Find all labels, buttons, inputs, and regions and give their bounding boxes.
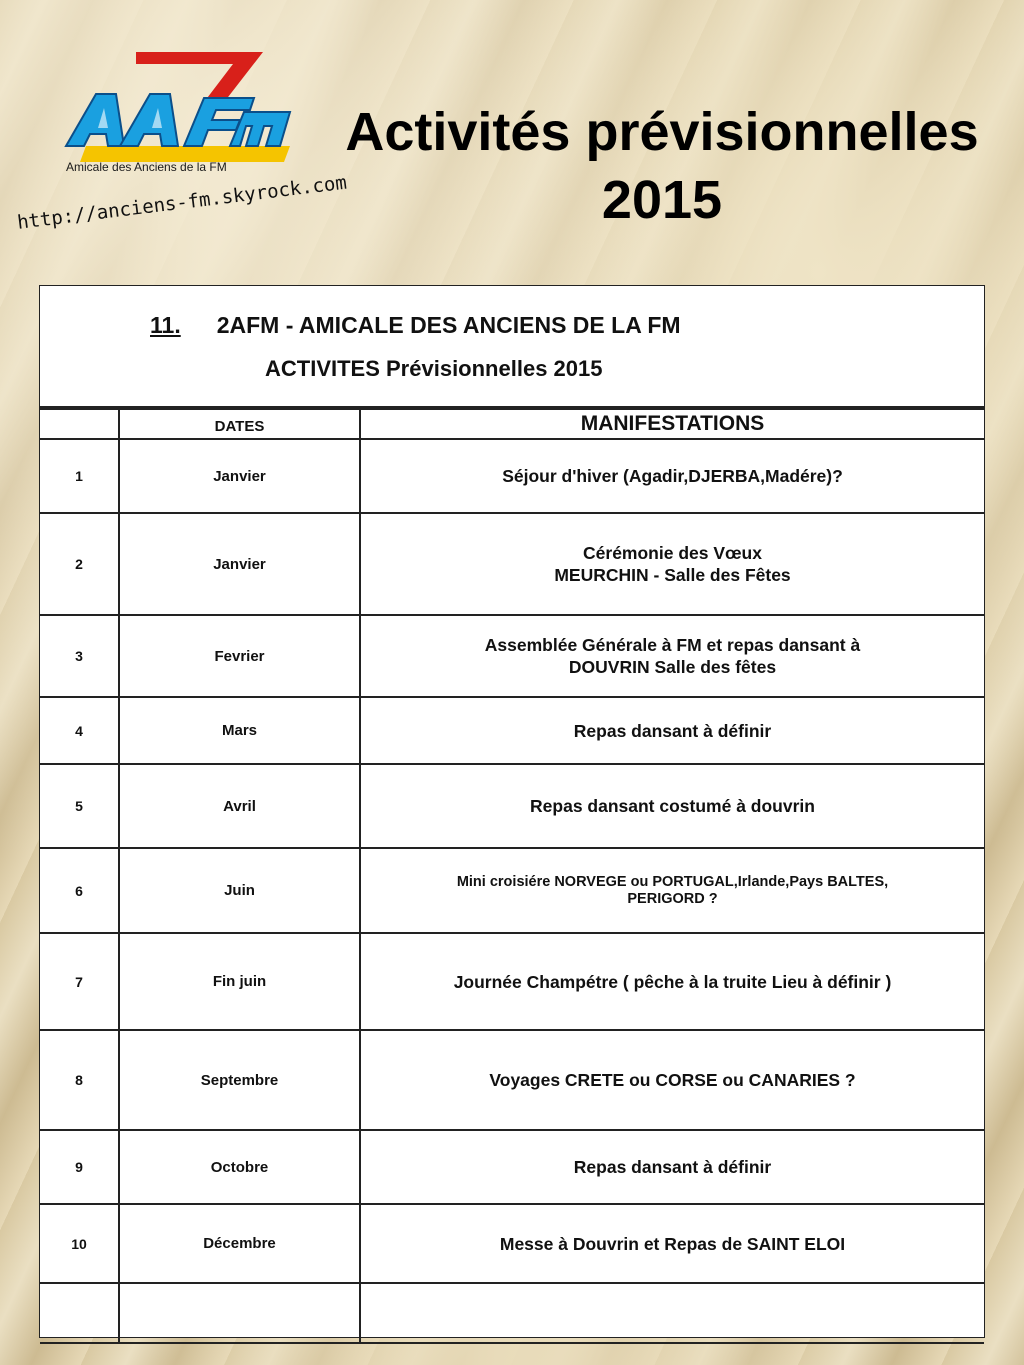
event-line: PERIGORD ? [627,890,718,907]
row-event [360,1130,984,1204]
row-event [360,697,984,764]
activities-table [40,408,984,1344]
row-date: Janvier [119,513,360,615]
row-date: Fin juin [119,933,360,1030]
row-date: Fevrier [119,615,360,697]
row-number: 8 [40,1030,119,1130]
row-event [360,1204,984,1283]
sheet-heading [150,312,681,339]
section-number: 11. [150,312,181,338]
event-line: Journée Champétre ( pêche à la truite Lieu à définir ) [453,971,892,992]
table-row [40,764,984,848]
event-line: Cérémonie des Vœux [583,543,762,563]
row-date: Avril [119,764,360,848]
table-row [40,1130,984,1204]
empty-row [40,1283,984,1343]
row-number: 2 [40,513,119,615]
table-row [40,439,984,513]
empty-cell [119,1283,360,1343]
row-event [360,933,984,1030]
empty-cell [360,1283,984,1343]
header-num [40,409,119,439]
site-url: http://anciens-fm.skyrock.com [16,171,348,234]
sheet-header [40,286,984,408]
table-header-row [40,409,984,439]
row-event [360,848,984,933]
header-manifestations: MANIFESTATIONS [360,409,984,439]
header-dates: DATES [119,409,360,439]
row-number: 3 [40,615,119,697]
row-date: Octobre [119,1130,360,1204]
row-date: Mars [119,697,360,764]
event-line: DOUVRIN Salle des fêtes [568,657,777,677]
table-row [40,615,984,697]
event-line: Messe à Douvrin et Repas de SAINT ELOI [499,1233,846,1254]
table-row [40,848,984,933]
page-title [300,98,1024,234]
event-line: Assemblée Générale à FM et repas dansant à [484,635,861,655]
row-date: Janvier [119,439,360,513]
organization-name: 2AFM - AMICALE DES ANCIENS DE LA FM [216,312,681,338]
event-line: Voyages CRETE ou CORSE ou CANARIES ? [489,1070,856,1090]
table-row [40,513,984,615]
row-date: Septembre [119,1030,360,1130]
row-number: 7 [40,933,119,1030]
row-number: 10 [40,1204,119,1283]
empty-cell [40,1283,119,1343]
row-event [360,615,984,697]
event-line: Mini croisiére NORVEGE ou PORTUGAL,Irlande,Pays BALTES, [456,873,889,890]
sheet-subtitle: ACTIVITES Prévisionnelles 2015 [265,356,603,381]
row-event [360,764,984,848]
activities-sheet [39,285,985,1338]
row-date: Décembre [119,1204,360,1283]
page-title-line1: Activités prévisionnelles [345,102,979,162]
event-line: Repas dansant à définir [573,720,772,741]
event-line: Repas dansant à définir [573,1157,772,1177]
event-line: Séjour d'hiver (Agadir,DJERBA,Madére)? [502,466,843,486]
event-line: Repas dansant costumé à douvrin [530,796,815,816]
table-row [40,1030,984,1130]
row-number: 6 [40,848,119,933]
row-number: 5 [40,764,119,848]
logo-caption: Amicale des Anciens de la FM [66,160,227,174]
event-line: MEURCHIN - Salle des Fêtes [554,565,791,585]
table-row [40,1204,984,1283]
row-number: 1 [40,439,119,513]
row-event [360,1030,984,1130]
table-body [40,439,984,1343]
table-row [40,697,984,764]
page-title-line2: 2015 [601,170,723,230]
row-date: Juin [119,848,360,933]
table-row [40,933,984,1030]
row-number: 9 [40,1130,119,1204]
row-number: 4 [40,697,119,764]
row-event [360,439,984,513]
row-event [360,513,984,615]
